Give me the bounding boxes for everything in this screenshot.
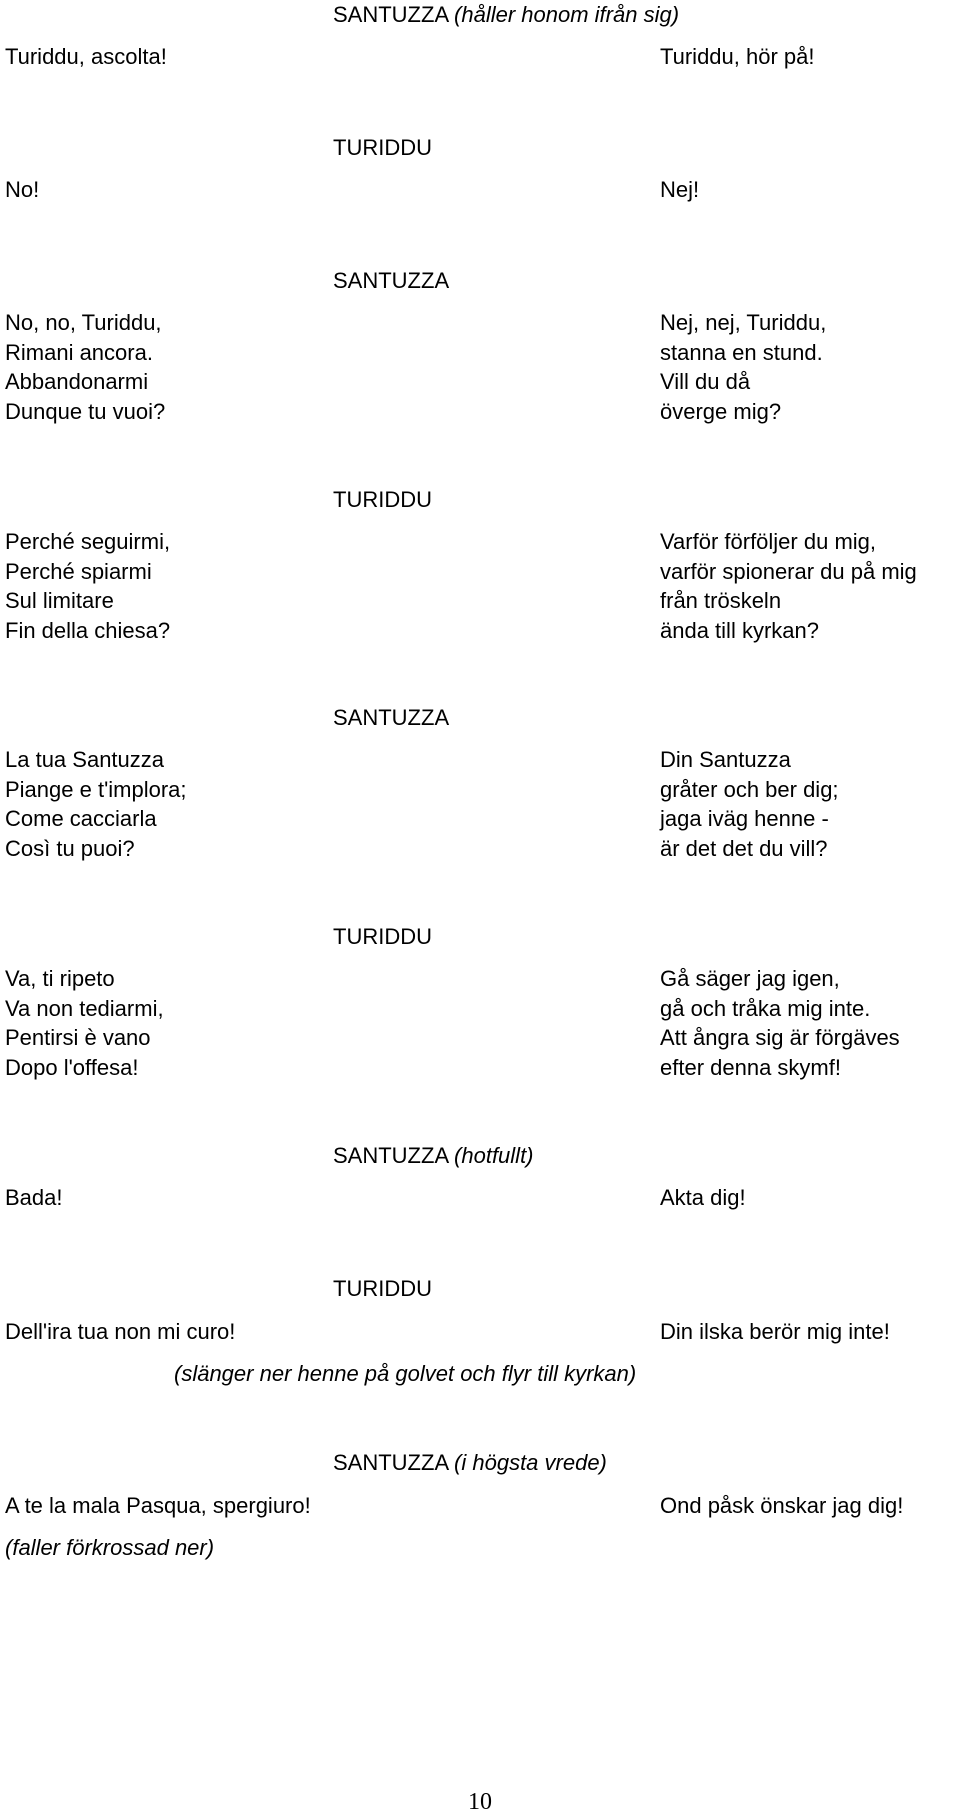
stage-direction: (håller honom ifrån sig) (454, 2, 680, 27)
swedish-line: Turiddu, hör på! (660, 44, 815, 69)
italian-line: Sul limitare (5, 588, 114, 613)
swedish-line: Din Santuzza (660, 747, 791, 772)
stage-direction: (i högsta vrede) (454, 1450, 607, 1475)
speaker-name: TURIDDU (333, 487, 432, 512)
italian-text (5, 175, 39, 205)
swedish-line: Att ångra sig är förgäves (660, 1025, 900, 1050)
italian-line: Abbandonarmi (5, 369, 149, 394)
italian-line: Pentirsi è vano (5, 1025, 151, 1050)
italian-line: Perché seguirmi, (5, 529, 171, 554)
speaker-heading (333, 266, 449, 296)
speaker-heading (333, 0, 679, 30)
swedish-line: Varför förföljer du mig, (660, 529, 877, 554)
swedish-text (660, 1491, 903, 1521)
swedish-line: jaga iväg henne - (660, 806, 829, 831)
speaker-name: SANTUZZA (333, 705, 450, 730)
italian-text (5, 527, 170, 645)
speaker-name: SANTUZZA (333, 2, 448, 27)
speaker-name: TURIDDU (333, 135, 432, 160)
speaker-name: SANTUZZA (333, 268, 450, 293)
speaker-name: SANTUZZA (333, 1450, 448, 1475)
italian-text (5, 964, 164, 1082)
swedish-line: Akta dig! (660, 1185, 746, 1210)
italian-line: Turiddu, ascolta! (5, 44, 167, 69)
speaker-name: TURIDDU (333, 924, 432, 949)
swedish-text (660, 527, 917, 645)
italian-line: Fin della chiesa? (5, 617, 171, 643)
swedish-line: Gå säger jag igen, (660, 966, 840, 991)
italian-text (5, 308, 165, 426)
italian-line: Piange e t'implora; (5, 776, 187, 802)
speaker-heading (333, 1141, 534, 1171)
speaker-heading (333, 1448, 607, 1478)
italian-line: La tua Santuzza (5, 747, 165, 772)
speaker-heading (333, 922, 432, 952)
speaker-heading (333, 1274, 432, 1304)
stage-direction-line: (faller förkrossad ner) (5, 1535, 215, 1560)
italian-line: Va non tediarmi, (5, 995, 164, 1021)
italian-text (5, 1491, 311, 1521)
swedish-line: varför spionerar du på mig (660, 558, 917, 584)
swedish-line: Nej! (660, 177, 700, 202)
swedish-line: stanna en stund. (660, 339, 823, 365)
swedish-line: efter denna skymf! (660, 1054, 841, 1080)
swedish-line: gå och tråka mig inte. (660, 995, 871, 1021)
speaker-name: SANTUZZA (333, 1143, 448, 1168)
swedish-line: Din ilska berör mig inte! (660, 1319, 890, 1344)
swedish-line: överge mig? (660, 398, 782, 424)
italian-line: A te la mala Pasqua, spergiuro! (5, 1493, 311, 1518)
swedish-line: gråter och ber dig; (660, 776, 839, 802)
stage-direction-line: (slänger ner henne på golvet och flyr till kyrkan) (174, 1361, 637, 1386)
swedish-text (660, 1183, 746, 1213)
italian-line: Dunque tu vuoi? (5, 398, 166, 424)
italian-line: Dell'ira tua non mi curo! (5, 1319, 236, 1344)
swedish-line: är det det du vill? (660, 835, 828, 861)
italian-line: Così tu puoi? (5, 835, 135, 861)
speaker-heading (333, 485, 432, 515)
italian-text (5, 1183, 63, 1213)
italian-text (5, 42, 167, 72)
italian-line: Bada! (5, 1185, 63, 1210)
speaker-heading (333, 703, 449, 733)
speaker-name: TURIDDU (333, 1276, 432, 1301)
italian-line: No! (5, 177, 40, 202)
speaker-heading (333, 133, 432, 163)
swedish-text (660, 308, 826, 426)
swedish-text (660, 964, 900, 1082)
italian-line: Come cacciarla (5, 806, 157, 831)
italian-line: No, no, Turiddu, (5, 310, 162, 335)
italian-text (5, 745, 187, 863)
italian-line: Rimani ancora. (5, 339, 153, 365)
swedish-text (660, 42, 815, 72)
swedish-text (660, 1317, 890, 1347)
swedish-text (660, 745, 839, 863)
swedish-line: Ond påsk önskar jag dig! (660, 1493, 904, 1518)
italian-line: Perché spiarmi (5, 558, 152, 584)
stage-direction: (hotfullt) (454, 1143, 534, 1168)
italian-line: Dopo l'offesa! (5, 1054, 139, 1080)
page-number: 10 (468, 1789, 492, 1815)
swedish-line: från tröskeln (660, 588, 782, 613)
italian-line: Va, ti ripeto (5, 966, 115, 991)
swedish-line: ända till kyrkan? (660, 617, 819, 643)
swedish-line: Vill du då (660, 369, 751, 394)
italian-text (5, 1317, 235, 1347)
swedish-text (660, 175, 699, 205)
swedish-line: Nej, nej, Turiddu, (660, 310, 827, 335)
